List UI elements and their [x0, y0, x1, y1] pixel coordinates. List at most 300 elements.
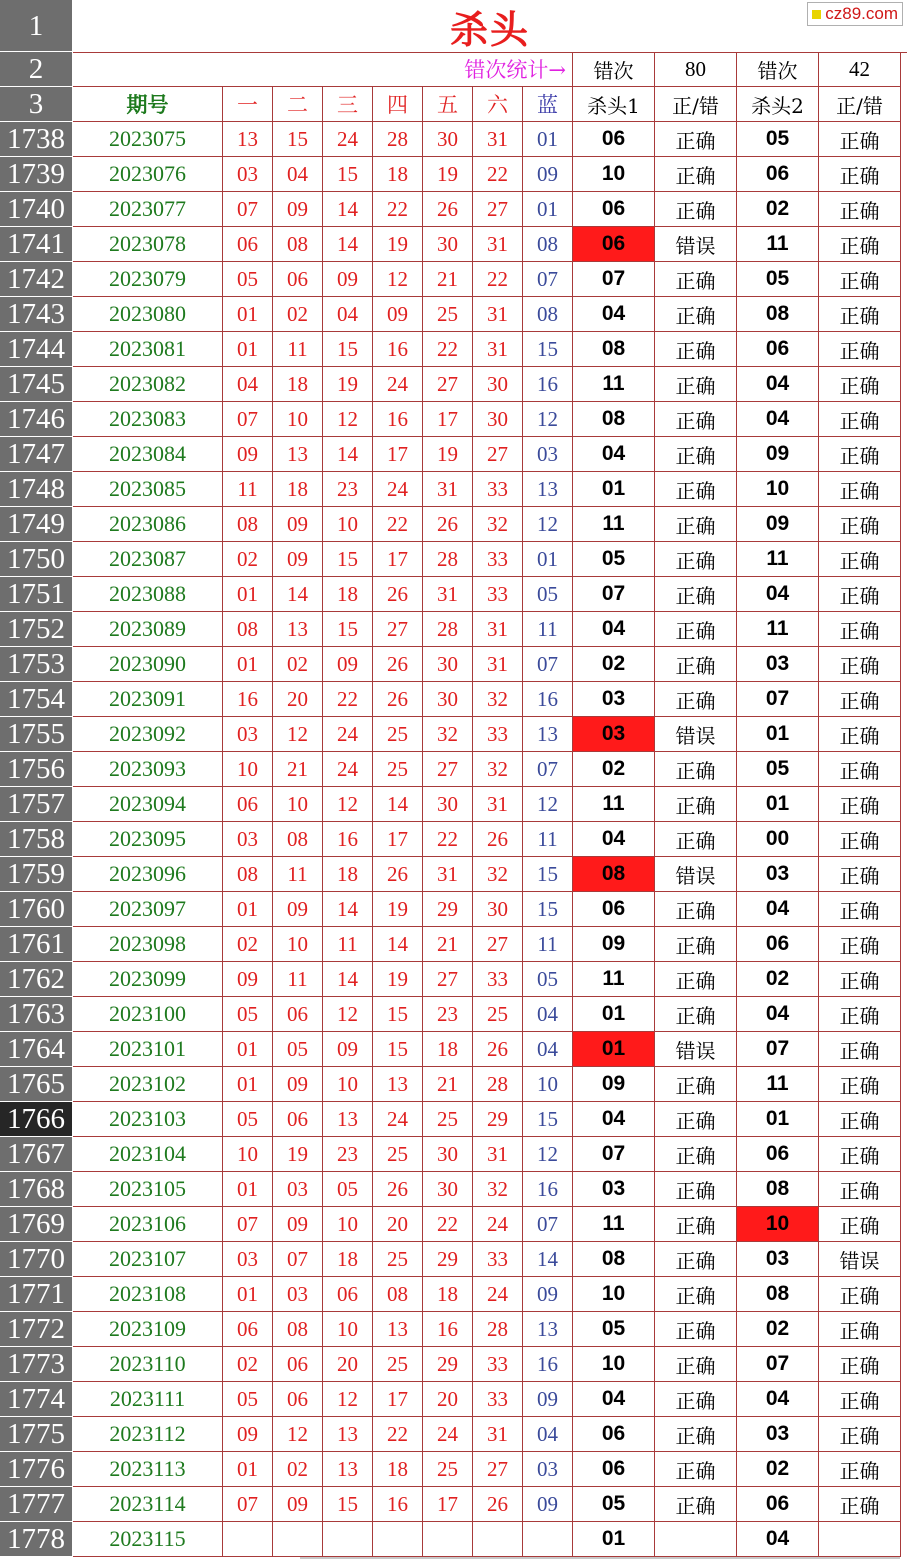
number-cell[interactable]: 07: [223, 192, 273, 227]
result1-cell[interactable]: 正确: [655, 787, 737, 822]
kill1-cell[interactable]: 07: [573, 577, 655, 612]
number-cell[interactable]: 06: [223, 787, 273, 822]
blue-cell[interactable]: 13: [523, 472, 573, 507]
header-kill-2[interactable]: 杀头2: [737, 87, 819, 122]
kill2-cell[interactable]: 03: [737, 1417, 819, 1452]
number-cell[interactable]: 24: [323, 752, 373, 787]
kill2-cell[interactable]: 02: [737, 1312, 819, 1347]
kill1-cell[interactable]: 10: [573, 1277, 655, 1312]
kill2-cell[interactable]: 01: [737, 1102, 819, 1137]
blue-cell[interactable]: 01: [523, 192, 573, 227]
issue-cell[interactable]: 2023108: [73, 1277, 223, 1312]
stat-label-cell-1[interactable]: [573, 52, 655, 87]
number-cell[interactable]: 18: [273, 367, 323, 402]
number-cell[interactable]: 29: [423, 1242, 473, 1277]
blue-cell[interactable]: 07: [523, 752, 573, 787]
header-num-2[interactable]: 二: [273, 87, 323, 122]
number-cell[interactable]: 25: [423, 1102, 473, 1137]
number-cell[interactable]: 25: [373, 1137, 423, 1172]
row-number[interactable]: 1774: [0, 1382, 72, 1417]
number-cell[interactable]: [223, 1522, 273, 1557]
number-cell[interactable]: 13: [373, 1067, 423, 1102]
kill2-cell[interactable]: 08: [737, 297, 819, 332]
result1-cell[interactable]: 正确: [655, 647, 737, 682]
blue-cell[interactable]: 05: [523, 962, 573, 997]
result1-cell[interactable]: 正确: [655, 1487, 737, 1522]
header-kill-1[interactable]: 杀头1: [573, 87, 655, 122]
number-cell[interactable]: 17: [423, 402, 473, 437]
issue-cell[interactable]: 2023089: [73, 612, 223, 647]
title-row[interactable]: [73, 0, 907, 53]
number-cell[interactable]: 18: [273, 472, 323, 507]
result2-cell[interactable]: 正确: [819, 262, 901, 297]
number-cell[interactable]: 26: [373, 647, 423, 682]
number-cell[interactable]: 30: [423, 682, 473, 717]
number-cell[interactable]: 03: [223, 822, 273, 857]
issue-cell[interactable]: 2023115: [73, 1522, 223, 1557]
result1-cell[interactable]: 正确: [655, 1382, 737, 1417]
stats-label-cell[interactable]: [73, 52, 573, 87]
row-number[interactable]: 1768: [0, 1172, 72, 1207]
number-cell[interactable]: 10: [323, 1067, 373, 1102]
number-cell[interactable]: 09: [373, 297, 423, 332]
number-cell[interactable]: 22: [323, 682, 373, 717]
number-cell[interactable]: 05: [223, 1382, 273, 1417]
number-cell[interactable]: 01: [223, 1067, 273, 1102]
result1-cell[interactable]: 正确: [655, 997, 737, 1032]
result2-cell[interactable]: 正确: [819, 717, 901, 752]
row-number[interactable]: 1777: [0, 1487, 72, 1522]
result1-cell[interactable]: 错误: [655, 717, 737, 752]
number-cell[interactable]: 22: [373, 192, 423, 227]
kill1-cell[interactable]: 05: [573, 542, 655, 577]
stat-label-cell-2[interactable]: [737, 52, 819, 87]
row-number[interactable]: 1754: [0, 682, 72, 717]
number-cell[interactable]: 33: [473, 1347, 523, 1382]
number-cell[interactable]: 02: [223, 1347, 273, 1382]
result2-cell[interactable]: 正确: [819, 227, 901, 262]
number-cell[interactable]: 18: [323, 1242, 373, 1277]
issue-cell[interactable]: 2023112: [73, 1417, 223, 1452]
number-cell[interactable]: 20: [273, 682, 323, 717]
blue-cell[interactable]: 16: [523, 682, 573, 717]
number-cell[interactable]: 27: [473, 927, 523, 962]
blue-cell[interactable]: 16: [523, 1172, 573, 1207]
result1-cell[interactable]: 正确: [655, 1312, 737, 1347]
kill2-cell[interactable]: 04: [737, 577, 819, 612]
number-cell[interactable]: 24: [323, 122, 373, 157]
number-cell[interactable]: 31: [423, 857, 473, 892]
issue-cell[interactable]: 2023096: [73, 857, 223, 892]
number-cell[interactable]: 33: [473, 717, 523, 752]
header-num-6[interactable]: 六: [473, 87, 523, 122]
row-number[interactable]: 1775: [0, 1417, 72, 1452]
blue-cell[interactable]: [523, 1522, 573, 1557]
kill2-cell[interactable]: 04: [737, 367, 819, 402]
number-cell[interactable]: 04: [223, 367, 273, 402]
kill2-cell[interactable]: 11: [737, 1067, 819, 1102]
issue-cell[interactable]: 2023085: [73, 472, 223, 507]
result1-cell[interactable]: 正确: [655, 157, 737, 192]
number-cell[interactable]: 19: [423, 437, 473, 472]
number-cell[interactable]: 01: [223, 1172, 273, 1207]
number-cell[interactable]: [323, 1522, 373, 1557]
number-cell[interactable]: 31: [473, 1417, 523, 1452]
stat-value-cell-2[interactable]: [819, 52, 901, 87]
number-cell[interactable]: 13: [273, 437, 323, 472]
result2-cell[interactable]: 正确: [819, 122, 901, 157]
number-cell[interactable]: 01: [223, 892, 273, 927]
number-cell[interactable]: 22: [473, 157, 523, 192]
row-number[interactable]: 1771: [0, 1277, 72, 1312]
number-cell[interactable]: 31: [473, 332, 523, 367]
number-cell[interactable]: 23: [323, 472, 373, 507]
kill1-cell[interactable]: 11: [573, 962, 655, 997]
number-cell[interactable]: 23: [323, 1137, 373, 1172]
number-cell[interactable]: 30: [473, 367, 523, 402]
number-cell[interactable]: 32: [423, 717, 473, 752]
kill1-cell[interactable]: 01: [573, 472, 655, 507]
number-cell[interactable]: 09: [273, 507, 323, 542]
number-cell[interactable]: 13: [223, 122, 273, 157]
kill1-cell[interactable]: 04: [573, 612, 655, 647]
kill2-cell[interactable]: 02: [737, 1452, 819, 1487]
number-cell[interactable]: 01: [223, 647, 273, 682]
kill2-cell[interactable]: 04: [737, 892, 819, 927]
number-cell[interactable]: 22: [423, 822, 473, 857]
row-number[interactable]: 1764: [0, 1032, 72, 1067]
number-cell[interactable]: 25: [373, 1242, 423, 1277]
kill2-cell[interactable]: 05: [737, 752, 819, 787]
kill2-cell[interactable]: 09: [737, 507, 819, 542]
result1-cell[interactable]: 正确: [655, 1102, 737, 1137]
number-cell[interactable]: 28: [473, 1067, 523, 1102]
kill1-cell[interactable]: 08: [573, 332, 655, 367]
blue-cell[interactable]: 16: [523, 367, 573, 402]
result1-cell[interactable]: 正确: [655, 1207, 737, 1242]
header-issue[interactable]: 期号: [73, 87, 223, 122]
kill1-cell[interactable]: 01: [573, 997, 655, 1032]
result2-cell[interactable]: 正确: [819, 1172, 901, 1207]
result1-cell[interactable]: 正确: [655, 1172, 737, 1207]
blue-cell[interactable]: 01: [523, 122, 573, 157]
kill1-cell[interactable]: 06: [573, 892, 655, 927]
blue-cell[interactable]: 03: [523, 437, 573, 472]
number-cell[interactable]: 25: [373, 717, 423, 752]
result2-cell[interactable]: 正确: [819, 1277, 901, 1312]
number-cell[interactable]: 01: [223, 297, 273, 332]
number-cell[interactable]: 08: [273, 227, 323, 262]
result1-cell[interactable]: 正确: [655, 507, 737, 542]
kill1-cell[interactable]: 02: [573, 647, 655, 682]
number-cell[interactable]: 19: [273, 1137, 323, 1172]
blue-cell[interactable]: 08: [523, 297, 573, 332]
result2-cell[interactable]: 正确: [819, 332, 901, 367]
blue-cell[interactable]: 09: [523, 157, 573, 192]
kill2-cell[interactable]: 04: [737, 997, 819, 1032]
blue-cell[interactable]: 04: [523, 997, 573, 1032]
row-number[interactable]: 1769: [0, 1207, 72, 1242]
kill2-cell[interactable]: 11: [737, 227, 819, 262]
kill2-cell[interactable]: 10: [737, 472, 819, 507]
blue-cell[interactable]: 09: [523, 1382, 573, 1417]
number-cell[interactable]: 09: [323, 647, 373, 682]
issue-cell[interactable]: 2023113: [73, 1452, 223, 1487]
number-cell[interactable]: 09: [223, 962, 273, 997]
number-cell[interactable]: 03: [223, 1242, 273, 1277]
number-cell[interactable]: 27: [473, 437, 523, 472]
number-cell[interactable]: 32: [473, 857, 523, 892]
row-number[interactable]: 1746: [0, 402, 72, 437]
number-cell[interactable]: 14: [373, 787, 423, 822]
number-cell[interactable]: 08: [273, 1312, 323, 1347]
number-cell[interactable]: 19: [423, 157, 473, 192]
result2-cell[interactable]: 正确: [819, 962, 901, 997]
issue-cell[interactable]: 2023106: [73, 1207, 223, 1242]
blue-cell[interactable]: 12: [523, 402, 573, 437]
result1-cell[interactable]: 正确: [655, 892, 737, 927]
number-cell[interactable]: 26: [473, 1487, 523, 1522]
number-cell[interactable]: 21: [423, 927, 473, 962]
kill2-cell[interactable]: 07: [737, 682, 819, 717]
kill2-cell[interactable]: 06: [737, 157, 819, 192]
number-cell[interactable]: 29: [423, 892, 473, 927]
number-cell[interactable]: 02: [273, 297, 323, 332]
number-cell[interactable]: 14: [373, 927, 423, 962]
blue-cell[interactable]: 03: [523, 1452, 573, 1487]
number-cell[interactable]: 10: [223, 1137, 273, 1172]
header-result-2[interactable]: 正/错: [819, 87, 901, 122]
number-cell[interactable]: 33: [473, 1242, 523, 1277]
header-num-3[interactable]: 三: [323, 87, 373, 122]
result1-cell[interactable]: 正确: [655, 297, 737, 332]
kill1-cell[interactable]: 10: [573, 1347, 655, 1382]
row-number[interactable]: 1763: [0, 997, 72, 1032]
result1-cell[interactable]: 正确: [655, 1452, 737, 1487]
number-cell[interactable]: 07: [273, 1242, 323, 1277]
number-cell[interactable]: 03: [273, 1172, 323, 1207]
number-cell[interactable]: 32: [473, 507, 523, 542]
number-cell[interactable]: 12: [373, 262, 423, 297]
result1-cell[interactable]: 正确: [655, 927, 737, 962]
blue-cell[interactable]: 11: [523, 927, 573, 962]
kill2-cell[interactable]: 06: [737, 1487, 819, 1522]
result2-cell[interactable]: 正确: [819, 1452, 901, 1487]
result2-cell[interactable]: 正确: [819, 822, 901, 857]
result2-cell[interactable]: 正确: [819, 927, 901, 962]
number-cell[interactable]: 31: [473, 647, 523, 682]
header-num-4[interactable]: 四: [373, 87, 423, 122]
number-cell[interactable]: 16: [373, 402, 423, 437]
number-cell[interactable]: 06: [223, 227, 273, 262]
number-cell[interactable]: 07: [223, 1487, 273, 1522]
blue-cell[interactable]: 05: [523, 577, 573, 612]
result2-cell[interactable]: 正确: [819, 437, 901, 472]
kill2-cell[interactable]: 03: [737, 857, 819, 892]
result2-cell[interactable]: 正确: [819, 647, 901, 682]
kill1-cell[interactable]: 06: [573, 227, 655, 262]
result1-cell[interactable]: 正确: [655, 1137, 737, 1172]
number-cell[interactable]: 12: [273, 1417, 323, 1452]
number-cell[interactable]: 27: [423, 752, 473, 787]
row-number[interactable]: 1748: [0, 472, 72, 507]
number-cell[interactable]: 03: [223, 717, 273, 752]
number-cell[interactable]: 12: [323, 1382, 373, 1417]
issue-cell[interactable]: 2023080: [73, 297, 223, 332]
number-cell[interactable]: 12: [323, 402, 373, 437]
number-cell[interactable]: 11: [273, 332, 323, 367]
number-cell[interactable]: 28: [423, 612, 473, 647]
kill2-cell[interactable]: 04: [737, 402, 819, 437]
row-number[interactable]: 1772: [0, 1312, 72, 1347]
number-cell[interactable]: 16: [373, 332, 423, 367]
issue-cell[interactable]: 2023092: [73, 717, 223, 752]
number-cell[interactable]: 20: [423, 1382, 473, 1417]
number-cell[interactable]: 24: [373, 1102, 423, 1137]
issue-cell[interactable]: 2023100: [73, 997, 223, 1032]
result2-cell[interactable]: 正确: [819, 367, 901, 402]
number-cell[interactable]: 06: [273, 262, 323, 297]
number-cell[interactable]: 15: [323, 1487, 373, 1522]
number-cell[interactable]: [273, 1522, 323, 1557]
number-cell[interactable]: 30: [423, 1172, 473, 1207]
number-cell[interactable]: 11: [273, 962, 323, 997]
issue-cell[interactable]: 2023095: [73, 822, 223, 857]
result1-cell[interactable]: 正确: [655, 1067, 737, 1102]
result1-cell[interactable]: 正确: [655, 1417, 737, 1452]
result1-cell[interactable]: 正确: [655, 402, 737, 437]
blue-cell[interactable]: 12: [523, 1137, 573, 1172]
number-cell[interactable]: 27: [423, 367, 473, 402]
result2-cell[interactable]: 正确: [819, 542, 901, 577]
number-cell[interactable]: 31: [473, 1137, 523, 1172]
result2-cell[interactable]: 正确: [819, 752, 901, 787]
number-cell[interactable]: 01: [223, 1032, 273, 1067]
kill1-cell[interactable]: 11: [573, 1207, 655, 1242]
issue-cell[interactable]: 2023086: [73, 507, 223, 542]
issue-cell[interactable]: 2023081: [73, 332, 223, 367]
number-cell[interactable]: 12: [273, 717, 323, 752]
number-cell[interactable]: 25: [373, 752, 423, 787]
number-cell[interactable]: 14: [323, 892, 373, 927]
number-cell[interactable]: 31: [423, 577, 473, 612]
row-number[interactable]: 1767: [0, 1137, 72, 1172]
kill2-cell[interactable]: 00: [737, 822, 819, 857]
kill1-cell[interactable]: 01: [573, 1522, 655, 1557]
blue-cell[interactable]: 15: [523, 857, 573, 892]
number-cell[interactable]: 22: [473, 262, 523, 297]
issue-cell[interactable]: 2023110: [73, 1347, 223, 1382]
number-cell[interactable]: 21: [423, 262, 473, 297]
number-cell[interactable]: 18: [373, 1452, 423, 1487]
number-cell[interactable]: 30: [473, 402, 523, 437]
blue-cell[interactable]: 12: [523, 507, 573, 542]
kill1-cell[interactable]: 07: [573, 1137, 655, 1172]
number-cell[interactable]: 05: [223, 1102, 273, 1137]
number-cell[interactable]: 18: [423, 1032, 473, 1067]
blue-cell[interactable]: 08: [523, 227, 573, 262]
number-cell[interactable]: 05: [223, 262, 273, 297]
number-cell[interactable]: 09: [273, 192, 323, 227]
kill2-cell[interactable]: 02: [737, 962, 819, 997]
kill2-cell[interactable]: 04: [737, 1522, 819, 1557]
kill1-cell[interactable]: 05: [573, 1312, 655, 1347]
row-number[interactable]: 1738: [0, 122, 72, 157]
kill2-cell[interactable]: 03: [737, 1242, 819, 1277]
number-cell[interactable]: 26: [373, 577, 423, 612]
number-cell[interactable]: 30: [423, 1137, 473, 1172]
issue-cell[interactable]: 2023078: [73, 227, 223, 262]
kill1-cell[interactable]: 02: [573, 752, 655, 787]
issue-cell[interactable]: 2023114: [73, 1487, 223, 1522]
header-blue[interactable]: 蓝: [523, 87, 573, 122]
blue-cell[interactable]: 07: [523, 262, 573, 297]
issue-cell[interactable]: 2023087: [73, 542, 223, 577]
kill1-cell[interactable]: 09: [573, 927, 655, 962]
row-number[interactable]: 1770: [0, 1242, 72, 1277]
kill1-cell[interactable]: 06: [573, 192, 655, 227]
number-cell[interactable]: 24: [373, 367, 423, 402]
result1-cell[interactable]: 错误: [655, 857, 737, 892]
kill1-cell[interactable]: 04: [573, 437, 655, 472]
number-cell[interactable]: 26: [423, 507, 473, 542]
number-cell[interactable]: 09: [323, 262, 373, 297]
blue-cell[interactable]: 15: [523, 892, 573, 927]
number-cell[interactable]: 21: [273, 752, 323, 787]
issue-cell[interactable]: 2023077: [73, 192, 223, 227]
number-cell[interactable]: 16: [323, 822, 373, 857]
blue-cell[interactable]: 09: [523, 1487, 573, 1522]
issue-cell[interactable]: 2023111: [73, 1382, 223, 1417]
number-cell[interactable]: 17: [373, 822, 423, 857]
number-cell[interactable]: 13: [323, 1452, 373, 1487]
number-cell[interactable]: 24: [473, 1277, 523, 1312]
kill2-cell[interactable]: 03: [737, 647, 819, 682]
blue-cell[interactable]: 13: [523, 717, 573, 752]
result2-cell[interactable]: 正确: [819, 1137, 901, 1172]
kill1-cell[interactable]: 08: [573, 402, 655, 437]
number-cell[interactable]: 01: [223, 577, 273, 612]
kill2-cell[interactable]: 06: [737, 1137, 819, 1172]
result2-cell[interactable]: 错误: [819, 1242, 901, 1277]
row-number[interactable]: 2: [0, 52, 72, 87]
number-cell[interactable]: 13: [323, 1102, 373, 1137]
number-cell[interactable]: 14: [323, 192, 373, 227]
row-number[interactable]: 1778: [0, 1522, 72, 1557]
number-cell[interactable]: 17: [373, 437, 423, 472]
row-number[interactable]: 1742: [0, 262, 72, 297]
number-cell[interactable]: 13: [373, 1312, 423, 1347]
kill2-cell[interactable]: 05: [737, 262, 819, 297]
number-cell[interactable]: [423, 1522, 473, 1557]
result1-cell[interactable]: [655, 1522, 737, 1557]
kill1-cell[interactable]: 08: [573, 857, 655, 892]
number-cell[interactable]: 06: [273, 1382, 323, 1417]
row-number[interactable]: 1743: [0, 297, 72, 332]
number-cell[interactable]: 09: [273, 892, 323, 927]
result2-cell[interactable]: 正确: [819, 612, 901, 647]
row-number[interactable]: 1762: [0, 962, 72, 997]
number-cell[interactable]: 01: [223, 1277, 273, 1312]
blue-cell[interactable]: 01: [523, 542, 573, 577]
result1-cell[interactable]: 正确: [655, 542, 737, 577]
number-cell[interactable]: 13: [323, 1417, 373, 1452]
issue-cell[interactable]: 2023102: [73, 1067, 223, 1102]
number-cell[interactable]: 20: [373, 1207, 423, 1242]
blue-cell[interactable]: 04: [523, 1417, 573, 1452]
number-cell[interactable]: 17: [373, 1382, 423, 1417]
number-cell[interactable]: 29: [473, 1102, 523, 1137]
